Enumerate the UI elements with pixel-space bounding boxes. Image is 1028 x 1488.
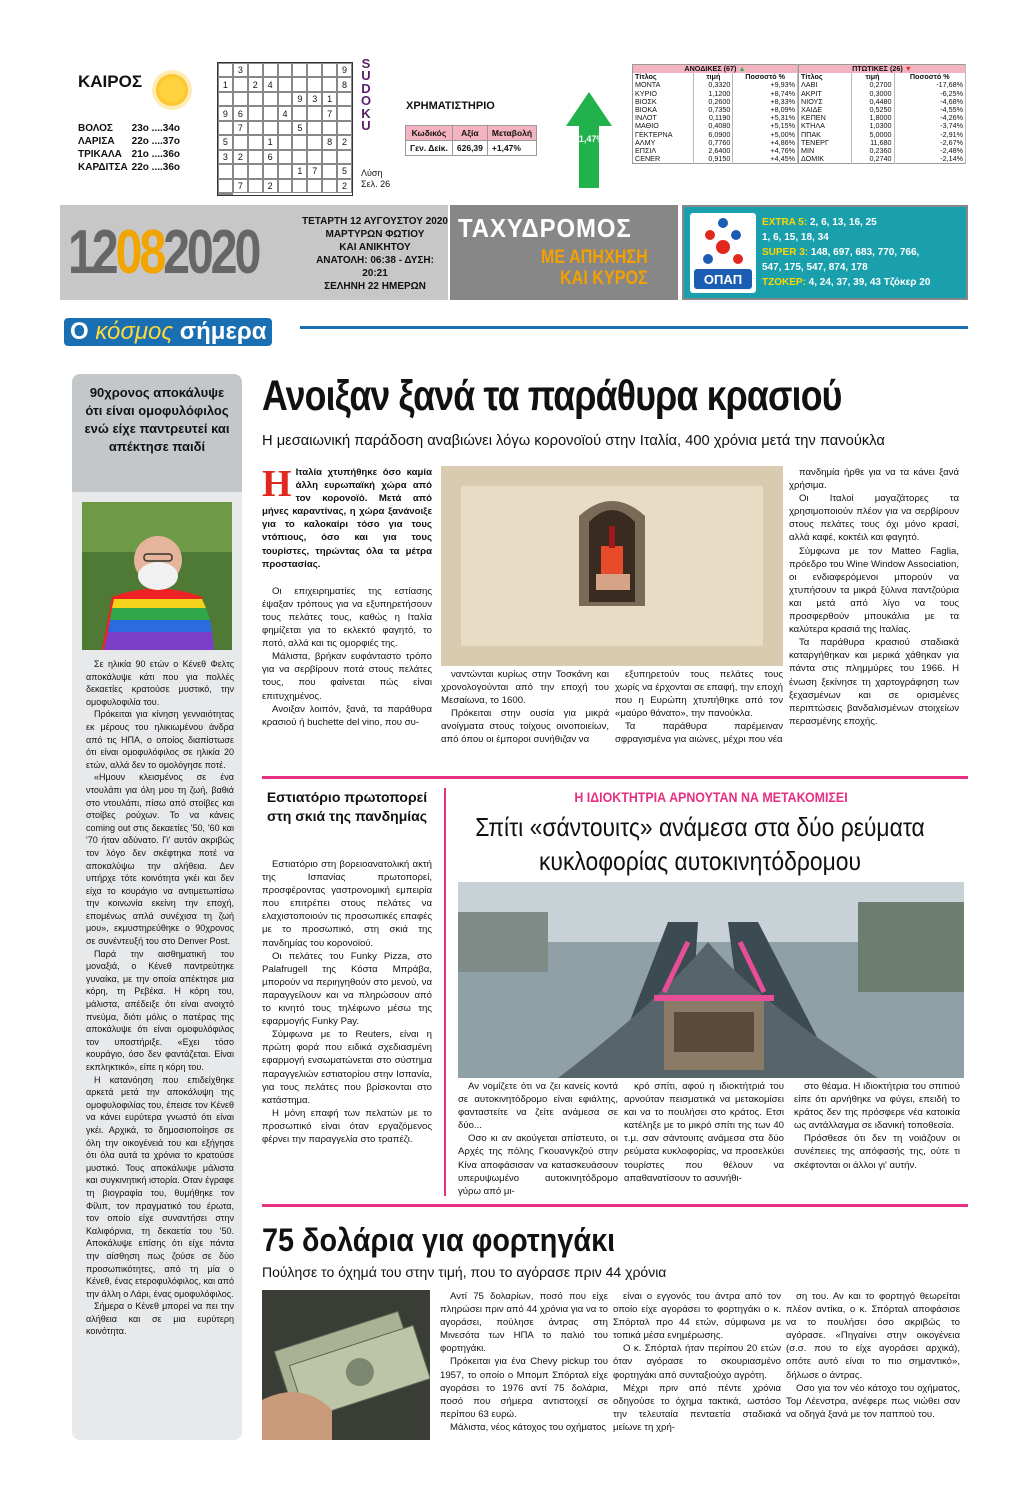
ticker-row: ΜΑΘΙΟ 0,4080 +5,15%: [633, 122, 798, 130]
stock-change: +1,47%: [573, 134, 605, 144]
article-wine-subtitle: Η μεσαιωνική παράδοση αναβιώνει λόγω κορονοϊού στην Ιταλία, 400 χρόνια μετά την πανούκλα: [262, 432, 885, 449]
sudoku-cell: 2: [263, 179, 278, 193]
truck-col-3: [786, 1290, 960, 1421]
sudoku-cell: 7: [322, 106, 337, 120]
stock-index-table: Κωδικός Αξία Μεταβολή Γεν. Δείκ. 626,39 +1,47%: [405, 125, 537, 156]
truck-subtitle: Πούλησε το όχημά του στην τιμή, που το αγόρασε πριν 44 χρόνια: [262, 1264, 667, 1280]
ticker-row: CENER 0,9150 +4,45%: [633, 155, 798, 164]
sudoku-cell: 3: [307, 92, 322, 106]
sidebar-paragraph: Πρόκειται για κίνηση γενναιότητας εκ μέρους του ηλικιωμένου άνδρα από τις ΗΠΑ, ο οποίος διαπίστωσε ότι είναι ομοφυλόφιλος σε ηλικία 20 ετών, αλλά δεν το ομολόγησε ποτέ.: [86, 709, 234, 770]
date-banner: [60, 205, 448, 300]
sudoku-cell: [292, 179, 307, 193]
divider-vertical: [444, 788, 446, 1196]
house-paragraph: Οσο κι αν ακούγεται απίστευτο, οι Αρχές της πόλης Γκουανγκζού στην Κίνα αποφάσισαν να κατασκευάσουν υπερυψωμένο αυτοκινητόδρομο γύρω από μι-: [458, 1133, 618, 1197]
sudoku-cell: [218, 63, 233, 77]
ticker-row: ΜΙΝ 0,2360 -2,48%: [799, 147, 966, 155]
sudoku-cell: [307, 121, 322, 135]
sudoku-cell: 5: [218, 135, 233, 149]
sudoku-cell: [322, 121, 337, 135]
ticker-row: ΝΙΟΥΣ 0,4480 -4,68%: [799, 98, 966, 106]
truck-title: 75 δολάρια για φορτηγάκι: [262, 1222, 616, 1258]
sudoku-cell: [278, 92, 293, 106]
ticker-row: ΚΤΗΛΑ 1,0300 -3,74%: [799, 122, 966, 130]
wine-paragraph: Τα παράθυρα παρέμειναν σφραγισμένα για αιώνες, μέχρι που νέα: [615, 721, 783, 746]
wine-paragraph: Μάλιστα, βρήκαν ευφάνταστο τρόπο για να σερβίρουν ποτά στους πελάτες τους, που φαίνεται πώς είναι επιτυχημένος.: [262, 651, 432, 702]
sudoku-cell: [337, 121, 352, 135]
sudoku-cell: [218, 164, 233, 178]
sudoku-cell: 5: [292, 121, 307, 135]
highway-house-photo: [458, 882, 964, 1078]
ticker-row: ΒΙΟΚΑ 0,7350 +8,09%: [633, 106, 798, 114]
opap-line: SUPER 3: 148, 697, 683, 770, 766,: [762, 247, 920, 258]
sudoku-cell: [292, 77, 307, 91]
sidebar-paragraph: Σε ηλικία 90 ετών ο Κένεθ Φελτς αποκάλυψε κάτι που για πολλές δεκαετίες κρατούσε μυστικό, την ομοφυλοφιλία του.: [86, 659, 234, 707]
sudoku-cell: 9: [218, 106, 233, 120]
sudoku-cell: [292, 63, 307, 77]
restaurant-paragraph: Εστιατόριο στη βορειοανατολική ακτή της Ισπανίας πρωτοπορεί, προσφέροντας γαστρονομική εμπειρία που επιτρέπει στους πελάτες να ελαχιστοποιούν τις προσωπικές επαφές με το προσωπικό, στη σκιά της πανδημίας του κορονοϊού.: [262, 859, 432, 949]
restaurant-headline: Εστιατόριο πρωτοπορεί στη σκιά της πανδημίας: [266, 789, 428, 824]
dollars-photo: [262, 1290, 430, 1440]
sudoku-cell: [278, 135, 293, 149]
sudoku-cell: [307, 150, 322, 164]
sudoku-cell: 3: [233, 63, 248, 77]
ticker-down-table: ΠΤΩΤΙΚΕΣ (26) ▼ Τίτλος τιμή Ποσοστό % ΛΑΒΙ 0,2700 -17,68% ΑΚΡΙΤ 0,3000 -6,25% ΝΙΟΥΣ 0,4480 -4,68% ΧΑΙΔΕ 0,5250 -4,55% ΚΕΠΕΝ 1,8000 -4,26% ΚΤΗΛΑ 1,0300 -3,74% ΠΠΑΚ 5,0000 -2,91% ΤΕΝΕΡΓ 11,680 -2,67% ΜΙΝ 0,2360 -2,48% ΔΟΜΙΚ 0,2740 -2,14%: [798, 64, 966, 164]
wine-paragraph: Τα παράθυρα κρασιού σταδιακά καταργήθηκαν και μερικά χάθηκαν για πάντα στις πλημμύρες του 1966. Η ένωση ξεκίνησε τη χαρτογράφηση των ξεχασμένων και σε ορισμένες περιπτώσεις βανδαλισμένων στοιχείων περασμένης εποχής.: [789, 637, 959, 727]
sudoku-cell: [233, 77, 248, 91]
truck-paragraph: Οσο για τον νέο κάτοχο του οχήματος, Τομ Λέενστρα, ανέφερε πως νιώθει σαν να οδηγά ξανά με τον παππού του.: [786, 1382, 960, 1420]
sudoku-cell: [248, 150, 263, 164]
ticker-row: ΚΕΠΕΝ 1,8000 -4,26%: [799, 114, 966, 122]
truck-paragraph: Ο κ. Σπόρταλ ήταν περίπου 20 ετών όταν αγόρασε το σκουριασμένο φορτηγάκι από συνταξιούχο αγρότη.: [613, 1343, 781, 1381]
weather-box: [72, 62, 202, 197]
sudoku-cell: [263, 63, 278, 77]
sudoku-cell: [263, 106, 278, 120]
ticker-row: ΒΙΟΣΚ 0,2600 +8,33%: [633, 98, 798, 106]
ticker-row: ΜΟΝΤΑ 0,3320 +9,93%: [633, 81, 798, 89]
sudoku-cell: [322, 164, 337, 178]
sudoku-cell: 8: [337, 77, 352, 91]
sudoku-cell: [233, 135, 248, 149]
sudoku-cell: 2: [337, 135, 352, 149]
sudoku-cell: 4: [263, 77, 278, 91]
house-paragraph: κρό σπίτι, αφού η ιδιοκτήτριά του αρνούταν πεισματικά να μετακομίσει και να το πουλήσει στο κράτος. Ετσι κατέληξε με το μικρό σπίτι της των 40 τ.μ. σαν σάντουιτς ανάμεσα στα δύο ρεύματα κυκλοφορίας, να προσελκύει τουρίστες που θέλουν να απαθανατίσουν το ασυνήθι-: [624, 1081, 784, 1184]
house-title: Σπίτι «σάντουιτς» ανάμεσα στα δύο ρεύματα κυκλοφορίας αυτοκινητόδρομου: [475, 812, 925, 876]
weather-table: ΒΟΛΟΣ 23ο ....34ο ΛΑΡΙΣΑ 22ο ....37ο ΤΡΙΚΑΛΑ 21ο ....36ο ΚΑΡΔΙΤΣΑ 22ο ....36ο: [78, 123, 181, 173]
sudoku-cell: 1: [218, 77, 233, 91]
sudoku-cell: 5: [337, 164, 352, 178]
man-rainbow-photo: [82, 502, 232, 650]
arrow-down-small-icon: ▼: [904, 64, 912, 73]
arrow-up-icon: [566, 92, 612, 188]
sudoku-cell: 2: [233, 150, 248, 164]
opap-line: EXTRA 5: 2, 6, 13, 16, 25: [762, 217, 877, 228]
sudoku-cell: [233, 164, 248, 178]
house-col-1: [458, 1080, 618, 1198]
sudoku-cell: 6: [233, 106, 248, 120]
sudoku-cell: [278, 164, 293, 178]
house-paragraph: Αν νομίζετε ότι να ζει κανείς κοντά σε αυτοκινητόδρομο είναι εφιάλτης, φανταστείτε να ζείτε ανάμεσα σε δύο...: [458, 1081, 618, 1132]
sudoku-cell: [248, 121, 263, 135]
sudoku-cell: 4: [278, 106, 293, 120]
ticker-row: ΑΚΡΙΤ 0,3000 -6,25%: [799, 90, 966, 98]
sudoku-cell: [278, 63, 293, 77]
wine-window-photo: [441, 466, 783, 666]
sudoku-cell: [307, 106, 322, 120]
sidebar-body: [86, 658, 234, 1338]
sudoku-cell: [278, 77, 293, 91]
sidebar-paragraph: Η κατανόηση που επιδείχθηκε αρκετά μετά την αποκάλυψη της ομοφυλοφιλίας του, έπεισε τον Κένεθ να κάνει ευρύτερα γνωστό ότι είναι γκέι. Αρχικά, το δημοσιοποίησε σε όλη την οικογένειά του και εξήγησε ότι όλα αυτά τα χρόνια το κρατούσε μυστικό. Τους αποκάλυψε μάλιστα και συγκινητική ιστορία. Οταν έγραφε τη βιογραφία του, θυμήθηκε τον Φίλιπ, τον πραγματικό του έρωτα, τον οποίο είχε συναντήσει στην Καλιφόρνια, τη δεκαετία του '50. Αποκάλυψε επίσης ότι είχε πάντα την αίσθηση πως ζούσε σε δύο προσωπικότητες, από τη μία ο Κένεθ, ένας ετεροφυλόφιλος, και από την άλλη ο Λάρι, ένας ομοφυλόφιλος.: [86, 1074, 234, 1299]
sudoku-cell: [307, 77, 322, 91]
svg-text:ΟΠΑΠ: ΟΠΑΠ: [703, 272, 743, 287]
sudoku-cell: 9: [292, 92, 307, 106]
wine-paragraph: Ανοιξαν λοιπόν, ξανά, τα παράθυρα κρασιού ή buchette del vino, που συ-: [262, 703, 432, 728]
truck-col-2: [613, 1290, 781, 1434]
truck-paragraph: είναι ο εγγονός του άντρα από τον οποίο είχε αγοράσει το φορτηγάκι ο κ. Σπόρταλ προ 44 ετών, σύμφωνα με τοπικά μέσα ενημέρωσης.: [613, 1291, 781, 1342]
ticker-row: ΧΑΙΔΕ 0,5250 -4,55%: [799, 106, 966, 114]
weather-title: ΚΑΙΡΟΣ: [78, 72, 143, 91]
truck-paragraph: Πρόκειται για ένα Chevy pickup του 1957, το οποίο ο Μπομπ Σπόρταλ είχε αγοράσει το 1976 αντί 75 δολάρια, ποσό που σήμερα αντιστοιχεί σε περίπου 63 ευρώ.: [440, 1356, 608, 1420]
sudoku-cell: [218, 121, 233, 135]
sudoku-cell: 6: [263, 150, 278, 164]
truck-paragraph: ση του. Αν και το φορτηγό θεωρείται πλέον αντίκα, ο κ. Σπόρταλ αποφάσισε να το πουλήσει όσο ακριβώς το αγόρασε. «Πηγαίνει στην οικογένεια (σ.σ. που το είχε αγοράσει αρχικά), οπότε αυτό είναι το πιο σημαντικό», δήλωσε ο άντρας.: [786, 1291, 960, 1381]
sudoku-cell: [322, 179, 337, 193]
sudoku-cell: 2: [337, 179, 352, 193]
opap-results: [682, 205, 968, 300]
article-wine-col-4: [789, 466, 959, 728]
sudoku-cell: [322, 63, 337, 77]
sudoku-cell: 9: [337, 63, 352, 77]
sidebar-article: [72, 374, 242, 1440]
article-wine-col-3: [615, 668, 783, 747]
date-large: 12082020: [68, 218, 259, 287]
divider-2: [262, 1204, 968, 1207]
ticker-row: ΓΕΚΤΕΡΝΑ 6,0900 +5,00%: [633, 131, 798, 139]
sudoku-cell: 1: [292, 164, 307, 178]
sudoku-cell: [218, 179, 233, 193]
sudoku-cell: [322, 150, 337, 164]
ticker-row: ΙΝΛΟΤ 0,1190 +5,31%: [633, 114, 798, 122]
sudoku-cell: 1: [322, 92, 337, 106]
sudoku-cell: [337, 92, 352, 106]
sudoku-cell: 2: [248, 77, 263, 91]
sudoku-cell: 3: [218, 150, 233, 164]
section-title: Ο κόσμος σήμερα: [64, 318, 272, 346]
restaurant-paragraph: Σύμφωνα με το Reuters, είναι η πρώτη φορά που ειδικά σχεδιασμένη εφαρμογή ενσωματώνεται στο σύστημα παραγγελιών εστιατορίου στην Ισπανία, για τους πελάτες που βρίσκονται στο κατάστημα.: [262, 1029, 432, 1106]
ticker-row: ΤΕΝΕΡΓ 11,680 -2,67%: [799, 139, 966, 147]
opap-line: 547, 175, 547, 874, 178: [762, 262, 868, 273]
sudoku-cell: 7: [233, 121, 248, 135]
sun-icon: [156, 74, 188, 106]
taxydromos-banner: [450, 205, 678, 300]
sudoku-cell: [218, 92, 233, 106]
restaurant-paragraph: Η μόνη επαφή των πελατών με το προσωπικό είναι όταν εργαζόμενος φέρνει την παραγγελία στο τραπέζι.: [262, 1107, 432, 1145]
sudoku-cell: [248, 164, 263, 178]
taxydromos-slogan: ΜΕ ΑΠΗΧΗΣΗ ΚΑΙ ΚΥΡΟΣ: [541, 247, 648, 289]
sudoku-cell: [307, 63, 322, 77]
article-wine-col-2: [441, 668, 609, 747]
ticker-row: ΑΛΜΥ 0,7760 +4,86%: [633, 139, 798, 147]
house-col-2: [624, 1080, 784, 1185]
opap-line: 1, 6, 15, 18, 34: [762, 232, 829, 243]
sudoku-cell: [278, 179, 293, 193]
wine-paragraph: Πρόκειται στην ουσία για μικρά ανοίγματα στους τοίχους οινοποιείων, από όπου οι έμποροι συνήθιζαν να: [441, 708, 609, 746]
sudoku-cell: [248, 92, 263, 106]
sudoku-cell: [307, 135, 322, 149]
restaurant-body: [262, 858, 432, 1146]
article-wine-col-1: Η Ιταλία χτυπήθηκε όσο καμία άλλη ευρωπαϊκή χώρα από τον κορονοϊό. Μετά από μήνες καραντίνας, η χώρα ξανάνοιξε για το καλοκαίρι τόσο για τους ντόπιους, όσο και για τους τουρίστες, τηρώντας όλα τα μέτρα προστασίας. Οι επιχειρηματίες της εστίασης έψαξαν τρόπους για να εξυπηρετήσουν τους πελάτες τους, καθώς η Ιταλία φημίζεται για το εκλεκτό φαγητό, το ποτό, αλλά και τις ομορφιές της. Μάλιστα, βρήκαν ευφάνταστο τρόπο για να σερβίρουν ποτά στους πελάτες τους, που φαίνεται πώς είναι επιτυχημένος. Ανοιξαν λοιπόν, ξανά, τα παράθυρα κρασιού ή buchette del vino, που συ-: [262, 463, 432, 728]
sudoku-cell: [278, 150, 293, 164]
sudoku-cell: [248, 135, 263, 149]
sudoku-cell: [307, 179, 322, 193]
sudoku-cell: [292, 106, 307, 120]
sudoku-cell: 7: [233, 179, 248, 193]
sudoku-cell: [263, 164, 278, 178]
sudoku-cell: [248, 106, 263, 120]
sudoku-cell: [322, 77, 337, 91]
house-paragraph: Πρόσθεσε ότι δεν τη νοιάζουν οι συνέπειες της απόφασής της, ούτε τι σκέφτονται οι άλλοι γι' αυτήν.: [794, 1133, 960, 1171]
house-paragraph: στο θέαμα. Η ιδιοκτήτρια του σπιτιού είπε ότι αρνήθηκε να φύγει, επειδή το κράτος δεν της πρόσφερε νέα κατοικία ως αντάλλαγμα σε ιδανική τοποθεσία.: [794, 1081, 960, 1132]
sudoku-cell: 7: [307, 164, 322, 178]
sudoku-cell: [337, 106, 352, 120]
section-divider: [300, 326, 968, 329]
ticker-row: ΛΑΒΙ 0,2700 -17,68%: [799, 81, 966, 89]
wine-paragraph: ναντώνται κυρίως στην Τοσκάνη και χρονολογούνται από την εποχή του Μεσαίωνα, το 1600.: [441, 669, 609, 707]
sudoku-solution: Λύση Σελ. 26: [361, 168, 391, 189]
sidebar-paragraph: Παρά την αισθηματική του μοναξιά, ο Κένεθ παντρεύτηκε γυναίκα, με την οποία απέκτησε μια κόρη, τη Ρεβέκα. Η κόρη του, μάλιστα, απέδειξε ότι είναι ανοιχτό πνεύμα, διότι μόλις ο πατέρας της αποκάλυψε ότι είναι ομοφυλόφιλος τον υποστήριξε. «Εχει τόσο κουράγιο, όσο δεν φαντάζεται. Είναι εκπληκτικό», είπε η κόρη του.: [86, 948, 234, 1072]
ticker-row: ΕΠΣΙΛ 2,6400 +4,76%: [633, 147, 798, 155]
sidebar-paragraph: «Ημουν κλεισμένος σε ένα ντουλάπι για όλη μου τη ζωή, βαθιά στο ντουλάπι, πίσω από στοίβες και στοίβες ρούχων. Το να κάνεις coming out στις δεκαετίες '50, '60 και '70 ήταν αδύνατο. Γι' αυτόν ακριβώς τον λόγο δεν σκέφτηκα ποτέ να αποκαλύψω την αλήθεια. Δεν υπήρχε τότε κοινότητα γκέι και δεν είχα το κουράγιο να αντιμετωπίσω την κοινωνία εκείνη την εποχή, επομένως απλά συνέχισα τη ζωή μου», εκμυστηρεύθηκε ο 90χρονος σε συνέντευξή του στο Denver Post.: [86, 772, 234, 947]
restaurant-paragraph: Οι πελάτες του Funky Pizza, στο Palafrugell της Κόστα Μπράβα, μπορούν να περιηγηθούν στο μενού, να παραγγείλουν και να πληρώσουν από το κινητό τους τηλέφωνο μέσω της εφαρμογής Funky Pay.: [262, 950, 432, 1028]
opap-logo-icon: [690, 213, 756, 293]
sudoku-cell: [278, 121, 293, 135]
sudoku-cell: [218, 193, 233, 195]
opap-line: ΤΖΟΚΕΡ: 4, 24, 37, 39, 43 Τζόκερ 20: [762, 277, 931, 288]
divider-1: [262, 776, 968, 779]
arrow-up-small-icon: ▲: [738, 64, 746, 73]
house-col-3: [794, 1080, 960, 1172]
sudoku-cell: 8: [322, 135, 337, 149]
stock-title: ΧΡΗΜΑΤΙΣΤΗΡΙΟ: [406, 100, 495, 112]
wine-paragraph: εξυπηρετούν τους πελάτες τους χωρίς να έρχονται σε επαφή, την εποχή που η Ευρώπη χτυπήθηκε από τον «μαύρο θάνατο», την πανούκλα.: [615, 669, 783, 720]
article-wine-title: Ανοιξαν ξανά τα παράθυρα κρασιού: [262, 372, 842, 420]
sudoku-cell: [248, 179, 263, 193]
taxydromos-title: ΤΑΧΥΔΡΟΜΟΣ: [458, 213, 632, 243]
sudoku-cell: [263, 121, 278, 135]
wine-paragraph: Οι Ιταλοί μαγαζάτορες τα χρησιμοποιούν πλέον για να σερβίρουν στους πελάτες τους όχι μόνο κρασί, αλλά καφέ, κοκτέιλ και φαγητό.: [789, 493, 959, 544]
sudoku-label: S U D O K U: [360, 56, 372, 134]
ticker-up-table: ΑΝΟΔΙΚΕΣ (67) ▲ Τίτλος τιμή Ποσοστό % ΜΟΝΤΑ 0,3320 +9,93% ΚΥΡΙΟ 1,1200 +8,74% ΒΙΟΣΚ 0,2600 +8,33% ΒΙΟΚΑ 0,7350 +8,09% ΙΝΛΟΤ 0,1190 +5,31% ΜΑΘΙΟ 0,4080 +5,15% ΓΕΚΤΕΡΝΑ 6,0900 +5,00% ΑΛΜΥ 0,7760 +4,86% ΕΠΣΙΛ 2,6400 +4,76% CENER 0,9150 +4,45%: [632, 64, 798, 164]
ticker-row: ΚΥΡΙΟ 1,1200 +8,74%: [633, 90, 798, 98]
sidebar-headline: 90χρονος αποκάλυψε ότι είναι ομοφυλόφιλος ενώ είχε παντρευτεί και απέκτησε παιδί: [72, 374, 242, 492]
sudoku-cell: [233, 92, 248, 106]
dropcap: Η: [262, 463, 292, 505]
sudoku-cell: [263, 92, 278, 106]
wine-paragraph: Σύμφωνα με τον Matteo Faglia, πρόεδρο του Wine Window Association, οι ενδιαφερόμενοι μπορούν να χτυπήσουν τα μικρά ξύλινα παντζούρια και μετά από λίγο να τους προσφερθούν μπουκάλια με τα καλύτερα κρασιά της Ιταλίας.: [789, 545, 959, 636]
ticker-row: ΔΟΜΙΚ 0,2740 -2,14%: [799, 155, 966, 164]
truck-paragraph: Μέχρι πριν από πέντε χρόνια οδηγούσε το όχημα τακτικά, ωστόσο την τελευταία πενταετία σταδιακά μείωνε τη χρή-: [613, 1382, 781, 1433]
truck-paragraph: Αντί 75 δολαρίων, ποσό που είχε πληρώσει πριν από 44 χρόνια για να το αγοράσει, πούλησε άντρας στη Μινεσότα των ΗΠΑ το παλιό του φορτηγάκι.: [440, 1291, 608, 1355]
truck-col-1: [440, 1290, 608, 1434]
house-kicker: Η ΙΔΙΟΚΤΗΤΡΙΑ ΑΡΝΟΥΤΑΝ ΝΑ ΜΕΤΑΚΟΜΙΣΕΙ: [574, 790, 848, 805]
truck-paragraph: Μάλιστα, νέος κάτοχος του οχήματος: [450, 1421, 607, 1433]
wine-paragraph: Οι επιχειρηματίες της εστίασης έψαξαν τρόπους για να εξυπηρετήσουν τους πελάτες τους, καθώς η Ιταλία φημίζεται για το εκλεκτό φαγητό, το ποτό, αλλά και τις ομορφιές της.: [262, 585, 432, 650]
sidebar-paragraph: Σήμερα ο Κένεθ μπορεί να πει την αλήθεια και σε μια ευρύτερη κοινότητα.: [86, 1301, 234, 1337]
sudoku-cell: [292, 150, 307, 164]
sudoku-cell: [292, 135, 307, 149]
wine-paragraph: πανδημία ήρθε για να τα κάνει ξανά χρήσιμα.: [789, 467, 959, 492]
sudoku-cell: [248, 63, 263, 77]
sudoku-grid: [217, 62, 353, 196]
sudoku-cell: 1: [263, 135, 278, 149]
date-info: ΤΕΤΑΡΤΗ 12 ΑΥΓΟΥΣΤΟΥ 2020 ΜΑΡΤΥΡΩΝ ΦΩΤΙΟΥ ΚΑΙ ΑΝΙΚΗΤΟΥ ΑΝΑΤΟΛΗ: 06:38 - ΔΥΣΗ: 20:21 ΣΕΛΗΝΗ 22 ΗΜΕΡΩΝ: [302, 216, 448, 292]
ticker-row: ΠΠΑΚ 5,0000 -2,91%: [799, 131, 966, 139]
sudoku-cell: [337, 150, 352, 164]
opap-numbers: [762, 215, 930, 290]
